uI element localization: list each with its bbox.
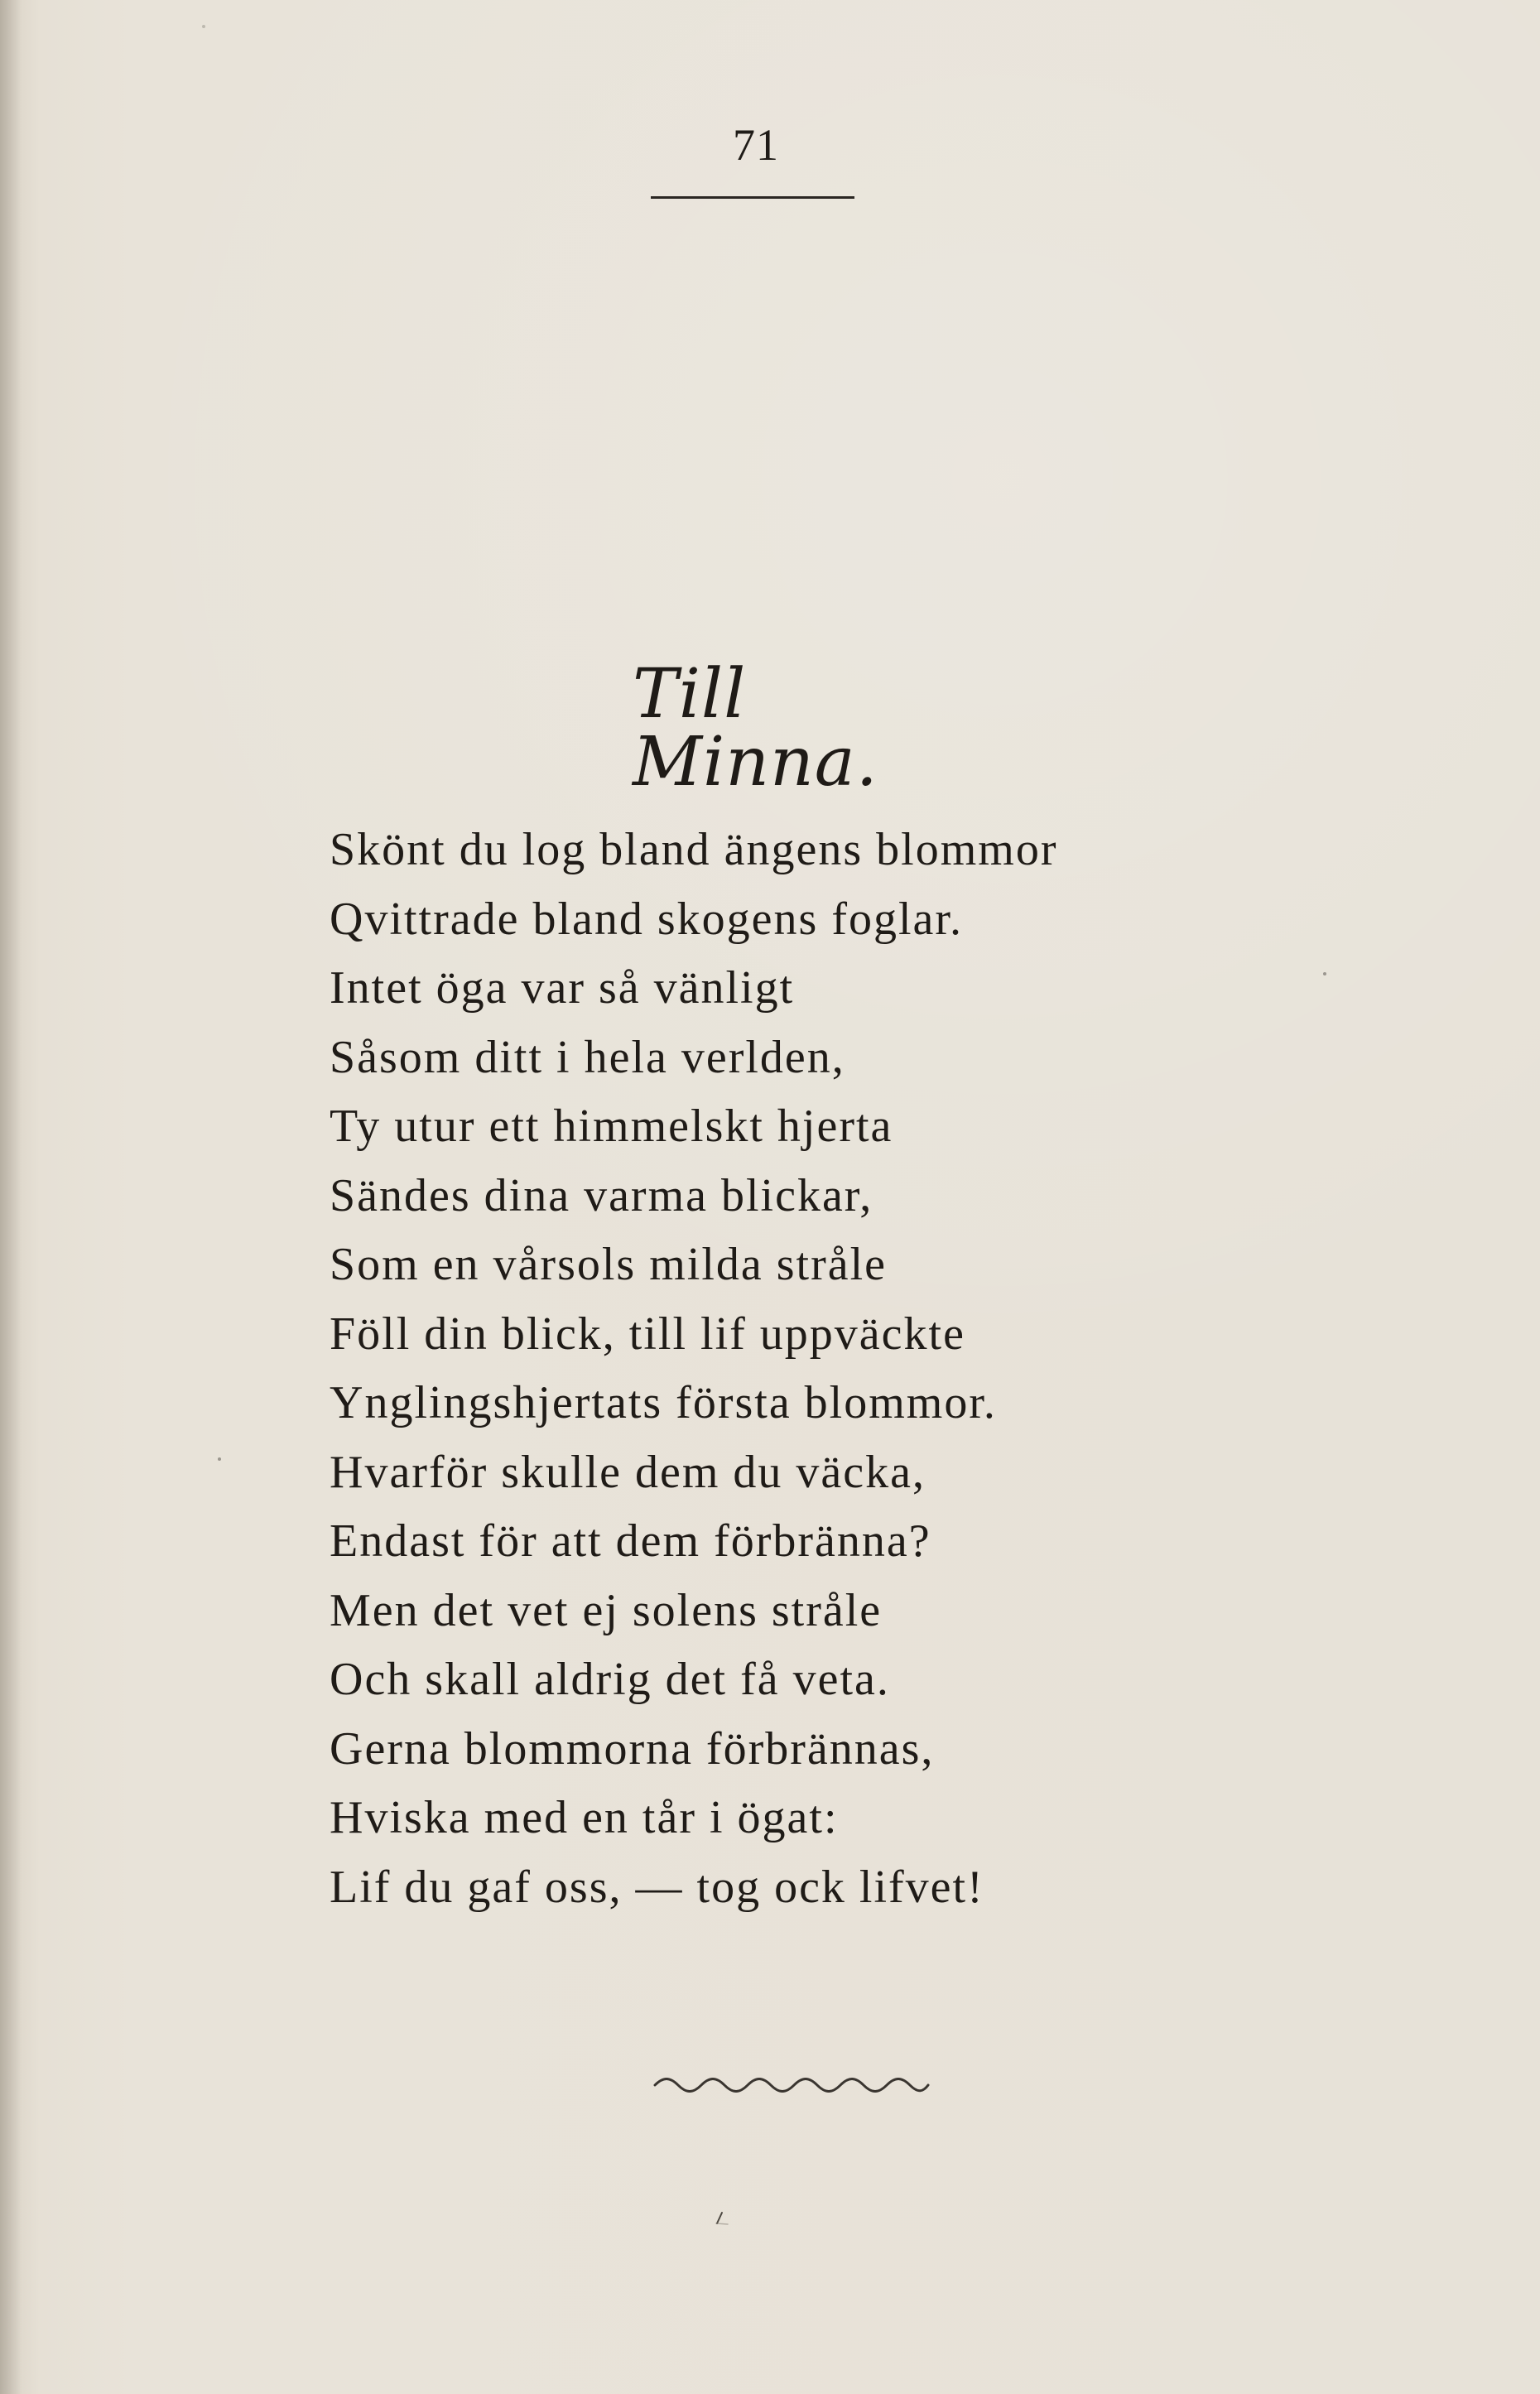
poem-line: Qvittrade bland skogens foglar. <box>330 893 963 945</box>
poem-text <box>330 816 1257 1922</box>
poem-line: Hviska med en tår i ögat: <box>330 1792 839 1843</box>
paper-speck <box>202 25 205 28</box>
top-rule <box>651 196 854 199</box>
poem-line: Lif du gaf oss, — tog ock lifvet! <box>330 1861 984 1913</box>
poem-line: Ynglingshjertats första blommor. <box>330 1377 997 1428</box>
poem-line: Ty utur ett himmelskt hjerta <box>330 1101 893 1152</box>
paper-speck <box>1323 972 1326 975</box>
poem-line: Intet öga var så vänligt <box>330 962 795 1014</box>
poem-line: Föll din blick, till lif uppväckte <box>330 1308 965 1360</box>
paper-speck <box>218 1457 221 1461</box>
poem-line: Sändes dina varma blickar, <box>330 1169 873 1221</box>
poem-line: Som en vårsols milda stråle <box>330 1239 888 1290</box>
poem-line: Och skall aldrig det få veta. <box>330 1654 890 1705</box>
small-ink-mark <box>710 2211 729 2228</box>
poem-line: Men det vet ej solens stråle <box>330 1584 883 1636</box>
decorative-ornament <box>653 2074 930 2093</box>
poem-line: Såsom ditt i hela verlden, <box>330 1031 845 1083</box>
poem-line: Endast för att dem förbränna? <box>330 1515 931 1567</box>
poem-line: Skönt du log bland ängens blommor <box>330 824 1058 875</box>
poem-line: Gerna blommorna förbrännas, <box>330 1722 935 1775</box>
poem-line: Hvarför skulle dem du väcka, <box>330 1446 926 1498</box>
poem-title: Till Minna. <box>633 655 878 802</box>
page-spine-shadow <box>0 0 22 2394</box>
page-number: 71 <box>733 120 779 170</box>
